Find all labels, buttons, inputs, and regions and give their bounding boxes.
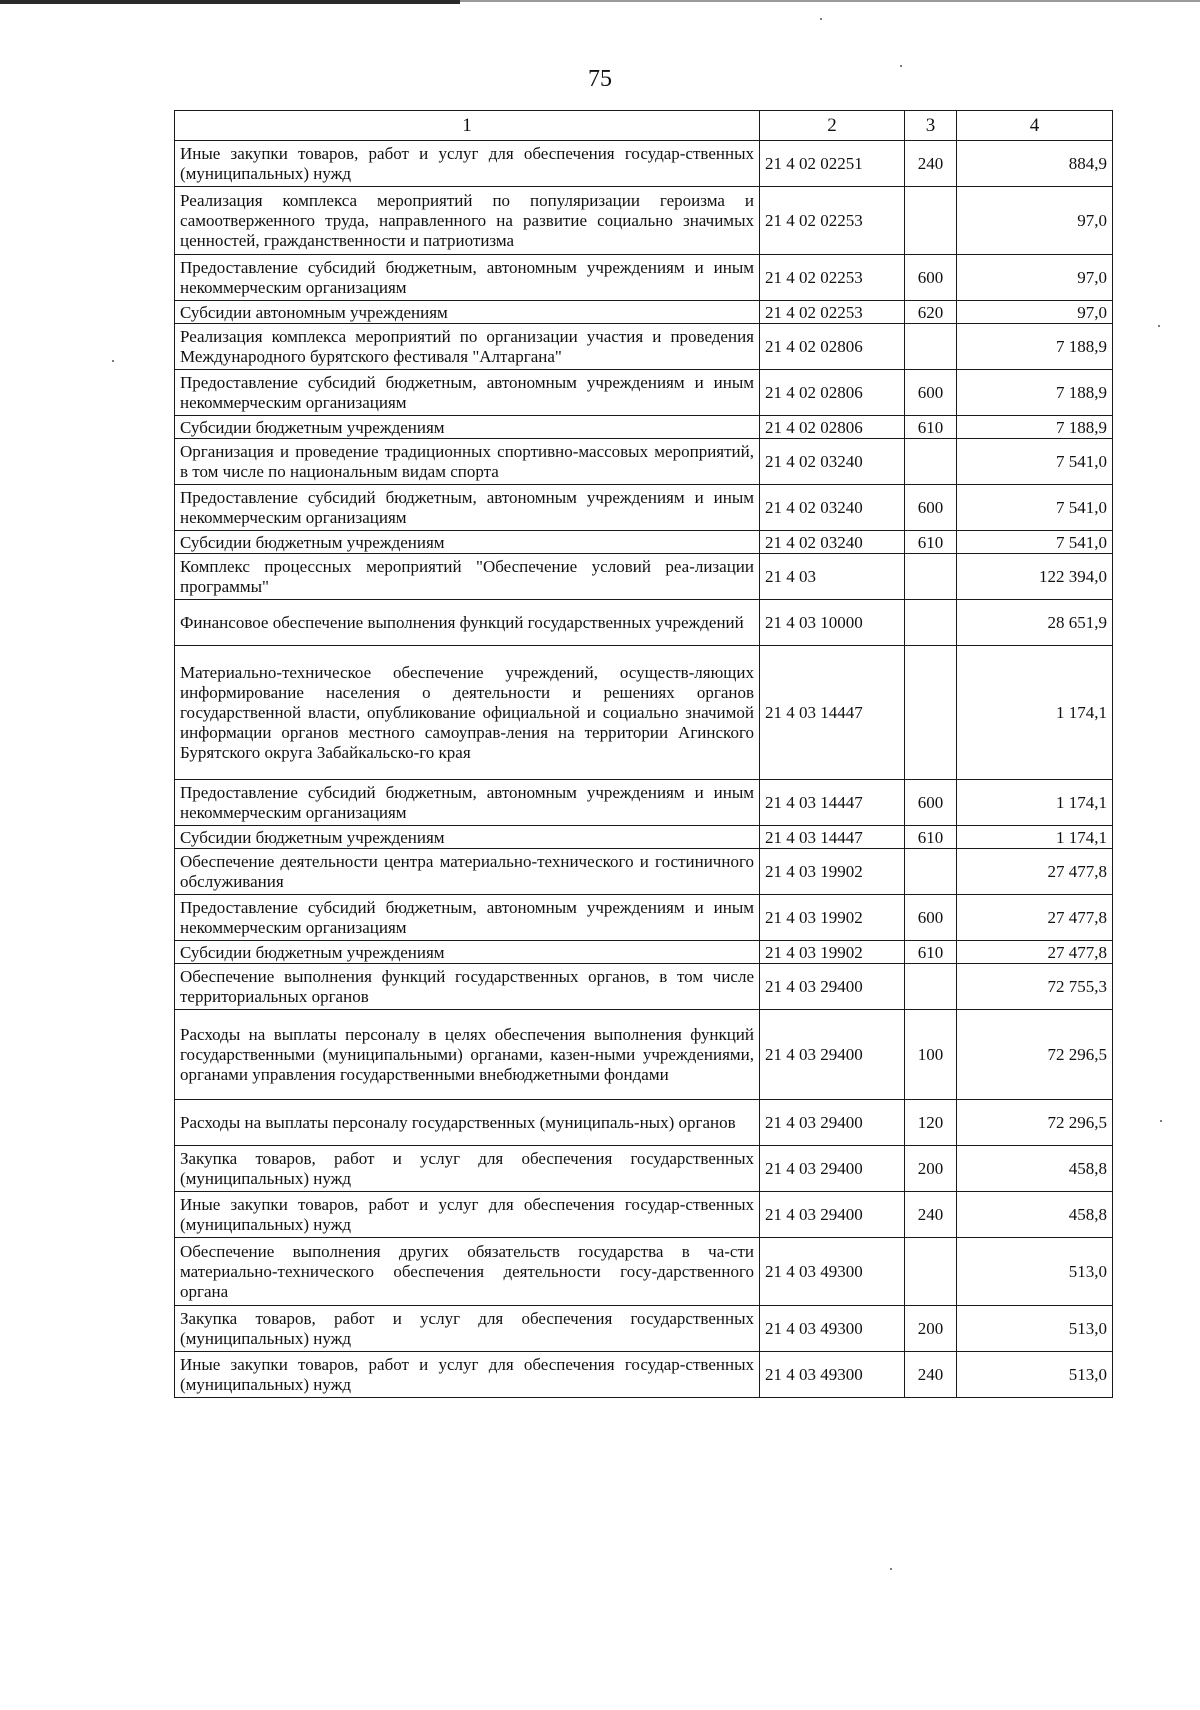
row-code-cell: 21 4 02 02253	[760, 187, 905, 255]
table-row	[175, 895, 1113, 941]
row-code-cell: 21 4 03 14447	[760, 780, 905, 826]
row-name-cell: Субсидии бюджетным учреждениям	[175, 531, 760, 554]
row-code-cell: 21 4 02 02806	[760, 324, 905, 370]
row-type-cell	[905, 439, 957, 485]
scan-speck	[112, 360, 114, 362]
table-row	[175, 439, 1113, 485]
budget-table	[174, 110, 1113, 1398]
row-name-cell: Обеспечение выполнения функций государственных органов, в том числе территориальных органов	[175, 964, 760, 1010]
table-row	[175, 255, 1113, 301]
table-row	[175, 964, 1113, 1010]
row-name-cell: Комплекс процессных мероприятий "Обеспечение условий реа-лизации программы"	[175, 554, 760, 600]
row-sum-cell: 7 541,0	[957, 485, 1113, 531]
row-sum-cell: 7 541,0	[957, 531, 1113, 554]
row-name-cell: Субсидии бюджетным учреждениям	[175, 941, 760, 964]
row-sum-cell: 97,0	[957, 255, 1113, 301]
row-name-cell: Расходы на выплаты персоналу в целях обеспечения выполнения функций государственными (муниципальными) органами, казен-ными учреждениями, органами управления государственными внебюджетными фондами	[175, 1010, 760, 1100]
row-sum-cell: 513,0	[957, 1352, 1113, 1398]
row-type-cell: 610	[905, 531, 957, 554]
row-name-cell: Финансовое обеспечение выполнения функций государственных учреждений	[175, 600, 760, 646]
row-type-cell: 200	[905, 1306, 957, 1352]
column-header-4: 4	[957, 111, 1113, 141]
row-type-cell	[905, 1238, 957, 1306]
row-code-cell: 21 4 02 02253	[760, 301, 905, 324]
row-sum-cell: 1 174,1	[957, 646, 1113, 780]
row-code-cell: 21 4 03 49300	[760, 1306, 905, 1352]
row-sum-cell: 7 188,9	[957, 324, 1113, 370]
scan-speck	[900, 65, 902, 67]
row-code-cell: 21 4 02 02806	[760, 416, 905, 439]
row-name-cell: Субсидии бюджетным учреждениям	[175, 826, 760, 849]
row-name-cell: Субсидии бюджетным учреждениям	[175, 416, 760, 439]
table-row	[175, 485, 1113, 531]
row-code-cell: 21 4 03 49300	[760, 1238, 905, 1306]
row-sum-cell: 122 394,0	[957, 554, 1113, 600]
row-code-cell: 21 4 02 02806	[760, 370, 905, 416]
row-name-cell: Материально-техническое обеспечение учреждений, осуществ-ляющих информирование населения о деятельности и решениях органов государственной власти, опубликование официальной и социально значимой информации органов местного самоуправ-ления на территории Агинского Бурятского округа Забайкальско-го края	[175, 646, 760, 780]
row-name-cell: Закупка товаров, работ и услуг для обеспечения государственных (муниципальных) нужд	[175, 1146, 760, 1192]
table-row	[175, 416, 1113, 439]
row-sum-cell: 27 477,8	[957, 895, 1113, 941]
row-sum-cell: 72 296,5	[957, 1100, 1113, 1146]
row-type-cell	[905, 554, 957, 600]
row-code-cell: 21 4 03 14447	[760, 646, 905, 780]
row-name-cell: Иные закупки товаров, работ и услуг для обеспечения государ-ственных (муниципальных) нужд	[175, 1192, 760, 1238]
row-type-cell: 600	[905, 485, 957, 531]
table-row	[175, 141, 1113, 187]
row-type-cell: 600	[905, 370, 957, 416]
table-row	[175, 1192, 1113, 1238]
row-type-cell	[905, 849, 957, 895]
row-sum-cell: 1 174,1	[957, 780, 1113, 826]
table-row	[175, 1238, 1113, 1306]
scan-speck	[1158, 325, 1160, 327]
table-row	[175, 1146, 1113, 1192]
row-sum-cell: 458,8	[957, 1192, 1113, 1238]
row-sum-cell: 458,8	[957, 1146, 1113, 1192]
row-type-cell: 600	[905, 895, 957, 941]
row-sum-cell: 27 477,8	[957, 941, 1113, 964]
row-name-cell: Закупка товаров, работ и услуг для обеспечения государственных (муниципальных) нужд	[175, 1306, 760, 1352]
row-name-cell: Предоставление субсидий бюджетным, автономным учреждениям и иным некоммерческим организациям	[175, 780, 760, 826]
row-code-cell: 21 4 02 02251	[760, 141, 905, 187]
row-sum-cell: 97,0	[957, 187, 1113, 255]
row-code-cell: 21 4 03	[760, 554, 905, 600]
table-row	[175, 849, 1113, 895]
row-sum-cell: 97,0	[957, 301, 1113, 324]
row-code-cell: 21 4 03 19902	[760, 941, 905, 964]
table-row	[175, 1306, 1113, 1352]
row-type-cell	[905, 646, 957, 780]
table-row	[175, 301, 1113, 324]
row-code-cell: 21 4 02 03240	[760, 485, 905, 531]
row-type-cell: 610	[905, 416, 957, 439]
row-sum-cell: 513,0	[957, 1306, 1113, 1352]
table-row	[175, 826, 1113, 849]
row-name-cell: Предоставление субсидий бюджетным, автономным учреждениям и иным некоммерческим организациям	[175, 370, 760, 416]
column-header-2: 2	[760, 111, 905, 141]
row-code-cell: 21 4 03 49300	[760, 1352, 905, 1398]
row-code-cell: 21 4 03 29400	[760, 964, 905, 1010]
table-row	[175, 187, 1113, 255]
row-type-cell: 600	[905, 780, 957, 826]
row-sum-cell: 27 477,8	[957, 849, 1113, 895]
row-type-cell	[905, 324, 957, 370]
row-type-cell: 240	[905, 141, 957, 187]
row-type-cell: 600	[905, 255, 957, 301]
table-row	[175, 600, 1113, 646]
table-row	[175, 531, 1113, 554]
row-sum-cell: 28 651,9	[957, 600, 1113, 646]
row-code-cell: 21 4 03 29400	[760, 1192, 905, 1238]
row-sum-cell: 7 188,9	[957, 370, 1113, 416]
row-name-cell: Иные закупки товаров, работ и услуг для обеспечения государ-ственных (муниципальных) нужд	[175, 1352, 760, 1398]
row-name-cell: Реализация комплекса мероприятий по организации участия и проведения Международного бурятского фестиваля "Алтаргана"	[175, 324, 760, 370]
table-row	[175, 1010, 1113, 1100]
row-name-cell: Обеспечение выполнения других обязательств государства в ча-сти материально-технического обеспечения деятельности госу-дарственного органа	[175, 1238, 760, 1306]
scan-speck	[820, 18, 822, 20]
row-code-cell: 21 4 03 19902	[760, 895, 905, 941]
row-name-cell: Иные закупки товаров, работ и услуг для обеспечения госудaр-ственных (муниципальных) нужд	[175, 141, 760, 187]
table-row	[175, 554, 1113, 600]
row-type-cell: 200	[905, 1146, 957, 1192]
scan-edge-light	[460, 0, 1200, 2]
row-name-cell: Обеспечение деятельности центра материально-технического и гостиничного обслуживания	[175, 849, 760, 895]
row-sum-cell: 7 541,0	[957, 439, 1113, 485]
row-code-cell: 21 4 03 10000	[760, 600, 905, 646]
scan-speck	[890, 1568, 892, 1570]
row-code-cell: 21 4 03 29400	[760, 1100, 905, 1146]
row-sum-cell: 1 174,1	[957, 826, 1113, 849]
scan-edge-dark	[0, 0, 460, 4]
row-code-cell: 21 4 03 14447	[760, 826, 905, 849]
row-code-cell: 21 4 03 29400	[760, 1146, 905, 1192]
table-row	[175, 646, 1113, 780]
scan-speck	[1160, 1120, 1162, 1122]
table-row	[175, 780, 1113, 826]
row-sum-cell: 513,0	[957, 1238, 1113, 1306]
row-type-cell	[905, 187, 957, 255]
row-name-cell: Расходы на выплаты персоналу государственных (муниципаль-ных) органов	[175, 1100, 760, 1146]
table-row	[175, 370, 1113, 416]
row-type-cell: 120	[905, 1100, 957, 1146]
row-code-cell: 21 4 02 02253	[760, 255, 905, 301]
row-code-cell: 21 4 02 03240	[760, 439, 905, 485]
budget-table-body	[175, 111, 1113, 1398]
row-type-cell	[905, 964, 957, 1010]
column-header-3: 3	[905, 111, 957, 141]
row-sum-cell: 884,9	[957, 141, 1113, 187]
table-row	[175, 1352, 1113, 1398]
row-sum-cell: 72 755,3	[957, 964, 1113, 1010]
row-name-cell: Предоставление субсидий бюджетным, автономным учреждениям и иным некоммерческим организациям	[175, 485, 760, 531]
table-row	[175, 941, 1113, 964]
row-sum-cell: 7 188,9	[957, 416, 1113, 439]
table-header-row	[175, 111, 1113, 141]
row-code-cell: 21 4 03 29400	[760, 1010, 905, 1100]
page-number: 75	[588, 66, 612, 92]
row-type-cell: 620	[905, 301, 957, 324]
row-type-cell: 100	[905, 1010, 957, 1100]
row-type-cell: 610	[905, 826, 957, 849]
row-name-cell: Организация и проведение традиционных спортивно-массовых мероприятий, в том числе по национальным видам спорта	[175, 439, 760, 485]
row-type-cell	[905, 600, 957, 646]
column-header-1: 1	[175, 111, 760, 141]
row-code-cell: 21 4 03 19902	[760, 849, 905, 895]
row-name-cell: Предоставление субсидий бюджетным, автономным учреждениям и иным некоммерческим организациям	[175, 255, 760, 301]
row-code-cell: 21 4 02 03240	[760, 531, 905, 554]
row-name-cell: Предоставление субсидий бюджетным, автономным учреждениям и иным некоммерческим организациям	[175, 895, 760, 941]
row-sum-cell: 72 296,5	[957, 1010, 1113, 1100]
row-type-cell: 240	[905, 1192, 957, 1238]
row-name-cell: Реализация комплекса мероприятий по популяризации героизма и самоотверженного труда, направленного на развитие социально значимых ценностей, гражданственности и патриотизма	[175, 187, 760, 255]
row-type-cell: 240	[905, 1352, 957, 1398]
row-name-cell: Субсидии автономным учреждениям	[175, 301, 760, 324]
table-row	[175, 324, 1113, 370]
table-row	[175, 1100, 1113, 1146]
row-type-cell: 610	[905, 941, 957, 964]
